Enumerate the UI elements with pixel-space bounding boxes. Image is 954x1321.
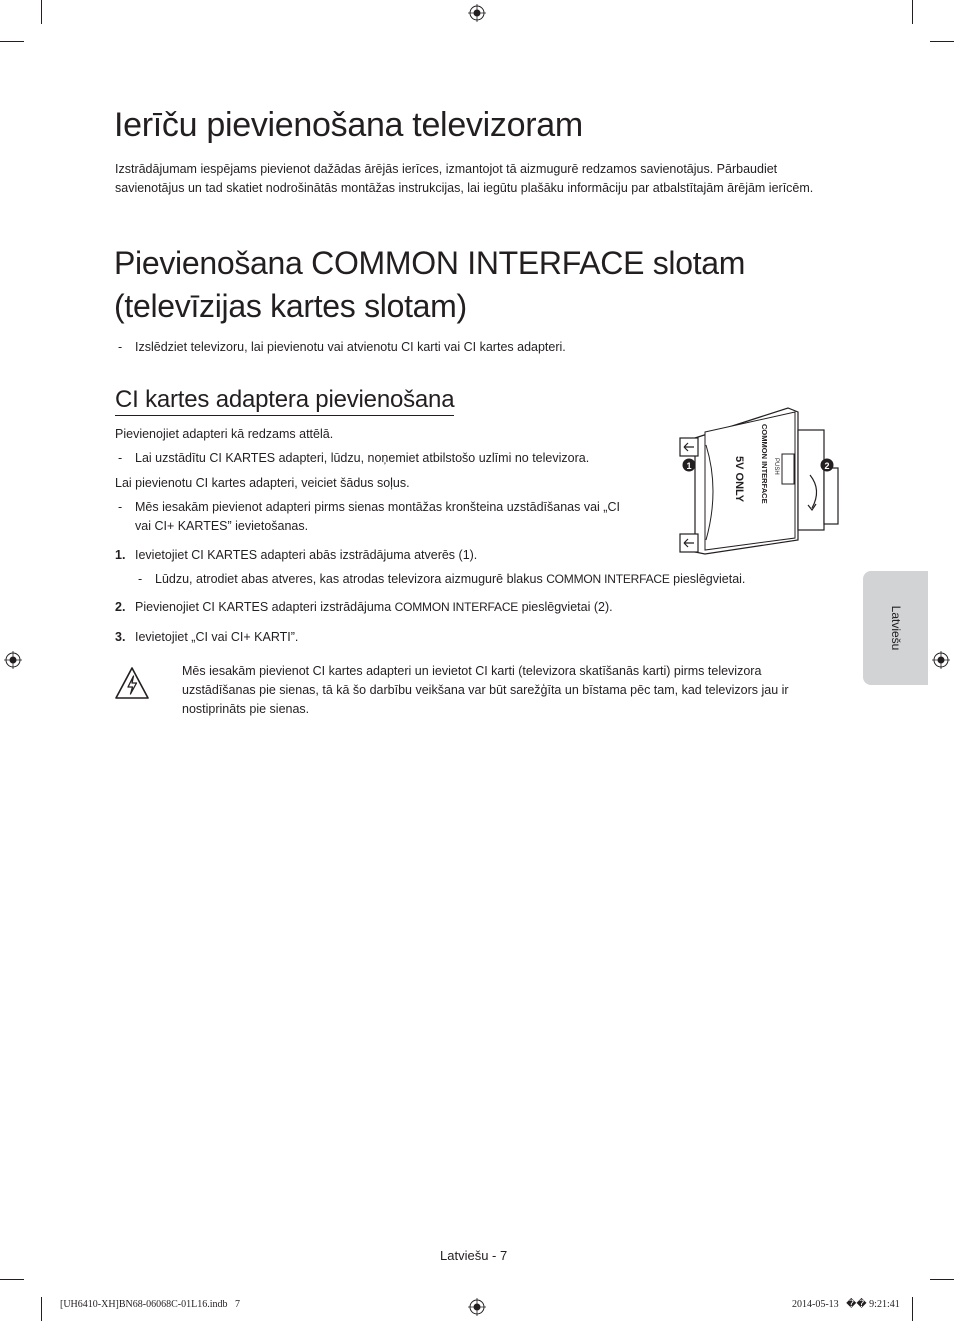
page-number: Latviešu - 7	[440, 1248, 508, 1263]
caution-text	[182, 662, 822, 719]
crop-mark	[0, 1279, 24, 1280]
crop-mark	[41, 0, 42, 24]
step-text	[135, 598, 613, 617]
crop-mark	[912, 0, 913, 24]
diagram-label-5v: 5V ONLY	[733, 456, 745, 503]
note-text: Mēs iesakām pievienot adapteri pirms sienas montāžas kronšteina uzstādīšanas vai „CI	[135, 500, 620, 514]
crop-mark	[930, 1279, 954, 1280]
registration-mark-icon	[468, 1298, 486, 1316]
caution-line: nostiprināts pie sienas.	[182, 702, 310, 716]
subsection-p1: Pievienojiet adapteri kā redzams attēlā.	[115, 427, 334, 441]
note-text: Lai uzstādītu CI KARTES adapteri, lūdzu, noņemiet atbilstošo uzlīmi no televizora.	[135, 451, 590, 465]
step-number: 2.	[115, 600, 126, 614]
subsection-title: CI kartes adaptera pievienošana	[115, 386, 454, 416]
step-number: 1.	[115, 548, 126, 562]
dash-bullet: -	[118, 340, 123, 354]
dash-bullet: -	[138, 572, 143, 586]
registration-mark-icon	[468, 4, 486, 22]
caution-line: uzstādīšanas pie sienas, tā kā šo darbību veikšana var būt sarežģīta un bīstama pēc tam, kad televizors jau ir	[182, 683, 789, 697]
subsection-p2: Lai pievienotu CI kartes adapteri, veiciet šādus soļus.	[115, 476, 410, 490]
footer-file: [UH6410-XH]BN68-06068C-01L16.indb 7	[60, 1299, 240, 1310]
intro-paragraph	[115, 160, 875, 198]
note-text-pre: Lūdzu, atrodiet abas atveres, kas atrodas televizora aizmugurē blakus	[155, 572, 547, 586]
step-2	[115, 598, 795, 617]
step-number: 3.	[115, 630, 126, 644]
intro-line: Izstrādājumam iespējams pievienot dažādas ārējās ierīces, izmantojot tā aizmugurē redzamos savienotājus. Pārbaudiet	[115, 162, 778, 176]
diagram-label-common: COMMON INTERFACE	[760, 424, 769, 504]
dash-bullet: -	[118, 500, 123, 514]
page-title: Ierīču pievienošana televizoram	[114, 106, 583, 144]
section-title-line: Pievienošana COMMON INTERFACE slotam	[114, 245, 746, 281]
intro-line: savienotājus un tad skatiet nodrošinātās montāžas instrukcijas, lai iegūtu plašāku informāciju par atbalstītajām ārējām ierīcēm.	[115, 181, 814, 195]
note-text: Izslēdziet televizoru, lai pievienotu vai atvienotu CI karti vai CI kartes adapteri.	[135, 340, 566, 354]
step-text-post: pieslēgvietai (2).	[518, 600, 613, 614]
registration-mark-icon	[4, 651, 22, 669]
diagram-label-push: PUSH	[773, 458, 779, 475]
caution-line: Mēs iesakām pievienot CI kartes adapteri un ievietot CI karti (televizora skatīšanās karti) pirms televizora	[182, 664, 762, 678]
command-label: COMMON INTERFACE	[394, 600, 519, 614]
note-text	[155, 570, 745, 589]
callout-2: 2	[824, 461, 830, 471]
crop-mark	[0, 41, 24, 42]
footer-datetime: 2014-05-13 �� 9:21:41	[792, 1299, 900, 1310]
command-label: COMMON INTERFACE	[546, 572, 670, 586]
crop-mark	[41, 1297, 42, 1321]
step-text: Ievietojiet „CI vai CI+ KARTI”.	[135, 630, 299, 644]
registration-mark-icon	[932, 651, 950, 669]
section-title-line: (televīzijas kartes slotam)	[114, 288, 467, 324]
language-side-tab	[863, 571, 928, 685]
note-text: vai CI+ KARTES” ievietošanas.	[135, 519, 309, 533]
crop-mark	[912, 1297, 913, 1321]
ci-adapter-diagram	[670, 400, 845, 560]
subsection-note1	[115, 449, 655, 468]
step-3	[115, 628, 795, 647]
subsection-note2	[115, 498, 655, 538]
step-1-note	[135, 570, 815, 589]
step-text-pre: Pievienojiet CI KARTES adapteri izstrādājuma	[135, 600, 395, 614]
crop-mark	[930, 41, 954, 42]
note-text-post: pieslēgvietai.	[669, 572, 746, 586]
language-side-tab-label: Latviešu	[888, 605, 903, 651]
dash-bullet: -	[118, 451, 123, 465]
caution-icon	[114, 666, 150, 700]
section-title	[114, 242, 745, 328]
step-text: Ievietojiet CI KARTES adapteri abās izstrādājuma atverēs (1).	[135, 548, 478, 562]
callout-1: 1	[686, 461, 692, 471]
